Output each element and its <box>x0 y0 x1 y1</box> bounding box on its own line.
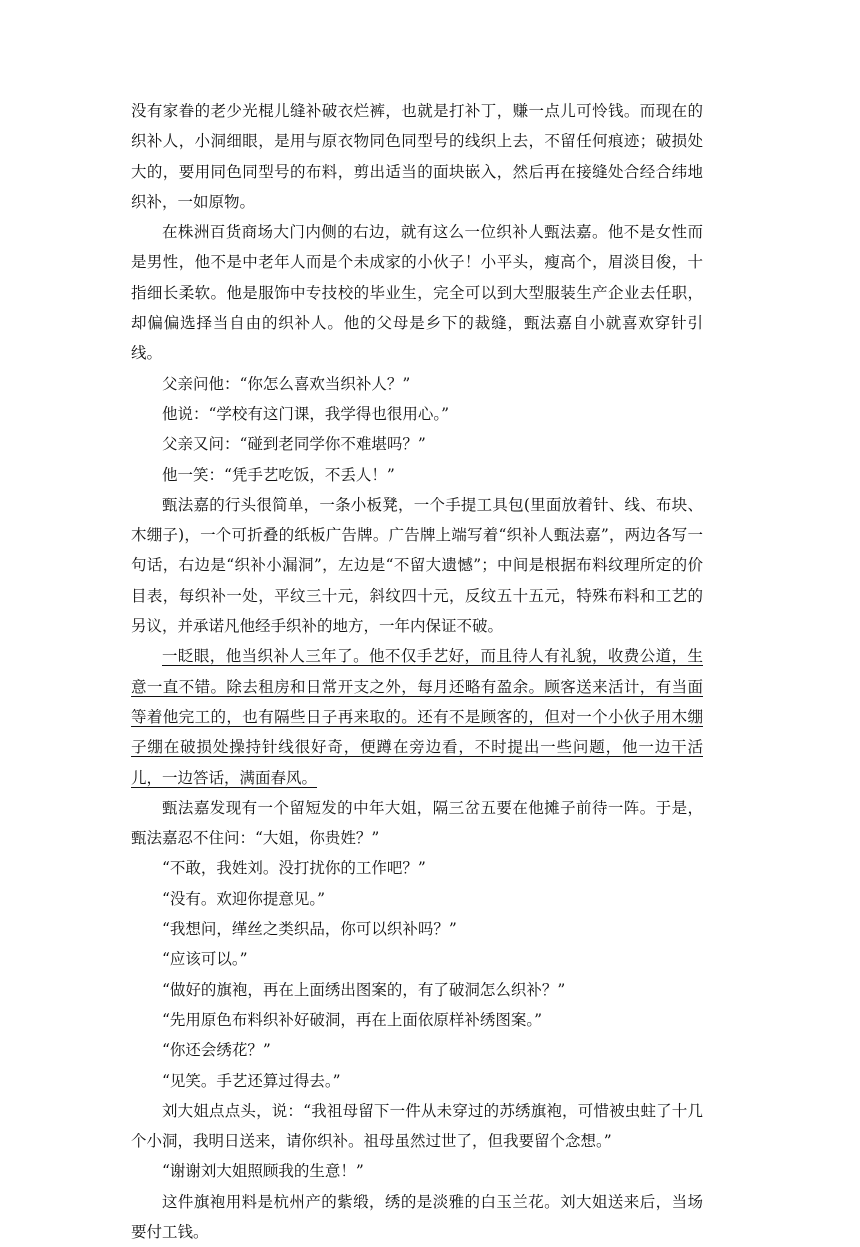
paragraph-request: 刘大姐点点头，说：“我祖母留下一件从未穿过的苏绣旗袍，可惜被虫蛀了十几个小洞，我明日送来，请你织补。祖母虽然过世了，但我要留个念想。” <box>131 1101 703 1151</box>
dialogue-line: “你还会绣花？” <box>162 1041 271 1060</box>
dialogue-line: “不敢，我姓刘。没打扰你的工作吧？” <box>162 859 426 878</box>
paragraph-liu: 甄法嘉发现有一个留短发的中年大姐，隔三岔五要在他摊子前待一阵。于是，甄法嘉忍不住问：“大姐，你贵姓？” <box>131 798 703 848</box>
underlined-paragraph: 一眨眼，他当织补人三年了。他不仅手艺好，而且待人有礼貌，收费公道，生意一直不错。除去租房和日常开支之外，每月还略有盈余。顾客送来活计，有当面等着他完工的，也有隔些日子再来取的。还有不是顾客的，但对一个小伙子用木绷子绷在破损处操持针线很好奇，便蹲在旁边看，不时提出一些问题，他一边干活儿，一边答话，满面春风。 <box>131 647 703 787</box>
dialogue-line: “我想问，缂丝之类织品，你可以织补吗？” <box>162 920 457 939</box>
dialogue-line: “见笑。手艺还算过得去。” <box>162 1071 341 1090</box>
dialogue-line: “谢谢刘大姐照顾我的生意！” <box>162 1162 364 1181</box>
dialogue-line: “做好的旗袍，再在上面绣出图案的，有了破洞怎么织补？” <box>162 980 566 999</box>
dialogue-line: “没有。欢迎你提意见。” <box>162 889 326 908</box>
dialogue-line: 他说：“学校有这门课，我学得也很用心。” <box>162 404 450 423</box>
dialogue-line: 父亲问他：“你怎么喜欢当织补人？” <box>162 374 411 393</box>
paragraph-equipment: 甄法嘉的行头很简单，一条小板凳，一个手提工具包(里面放着针、线、布块、木绷子)，一个可折叠的纸板广告牌。广告牌上端写着“织补人甄法嘉”，两边各写一句话，右边是“织补小漏洞”，左边是“不留大遗憾”；中间是根据布料纹理所定的价目表，每织补一处，平纹三十元，斜纹四十元，反纹五十五元，特殊布料和工艺的另议，并承诺凡他经手织补的地方，一年内保证不破。 <box>131 495 703 636</box>
dialogue-line: “先用原色布料织补好破洞，再在上面依原样补绣图案。” <box>162 1010 543 1029</box>
paragraph-introduction: 在株洲百货商场大门内侧的右边，就有这么一位织补人甄法嘉。他不是女性而是男性，他不是中老年人而是个未成家的小伙子！小平头，瘦高个，眉淡目俊，十指细长柔软。他是服饰中专技校的毕业生，完全可以到大型服装生产企业去任职，却偏偏选择当自由的织补人。他的父母是乡下的裁缝，甄法嘉自小就喜欢穿针引线。 <box>131 223 703 363</box>
dialogue-line: 他一笑：“凭手艺吃饭，不丢人！” <box>162 465 395 484</box>
dialogue-line: “应该可以。” <box>162 950 248 969</box>
paragraph-opening: 没有家眷的老少光棍儿缝补破衣烂裤，也就是打补丁，赚一点儿可怜钱。而现在的织补人，小洞细眼，是用与原衣物同色同型号的线织上去，不留任何痕迹；破损处大的，要用同色同型号的布料，剪出适当的面块嵌入，然后再在接缝处合经合纬地织补，一如原物。 <box>131 102 703 211</box>
paragraph-closing: 这件旗袍用料是杭州产的紫缎，绣的是淡雅的白玉兰花。刘大姐送来后，当场要付工钱。 <box>131 1192 703 1241</box>
article-body <box>131 96 703 1247</box>
dialogue-line: 父亲又问：“碰到老同学你不难堪吗？” <box>162 435 426 454</box>
